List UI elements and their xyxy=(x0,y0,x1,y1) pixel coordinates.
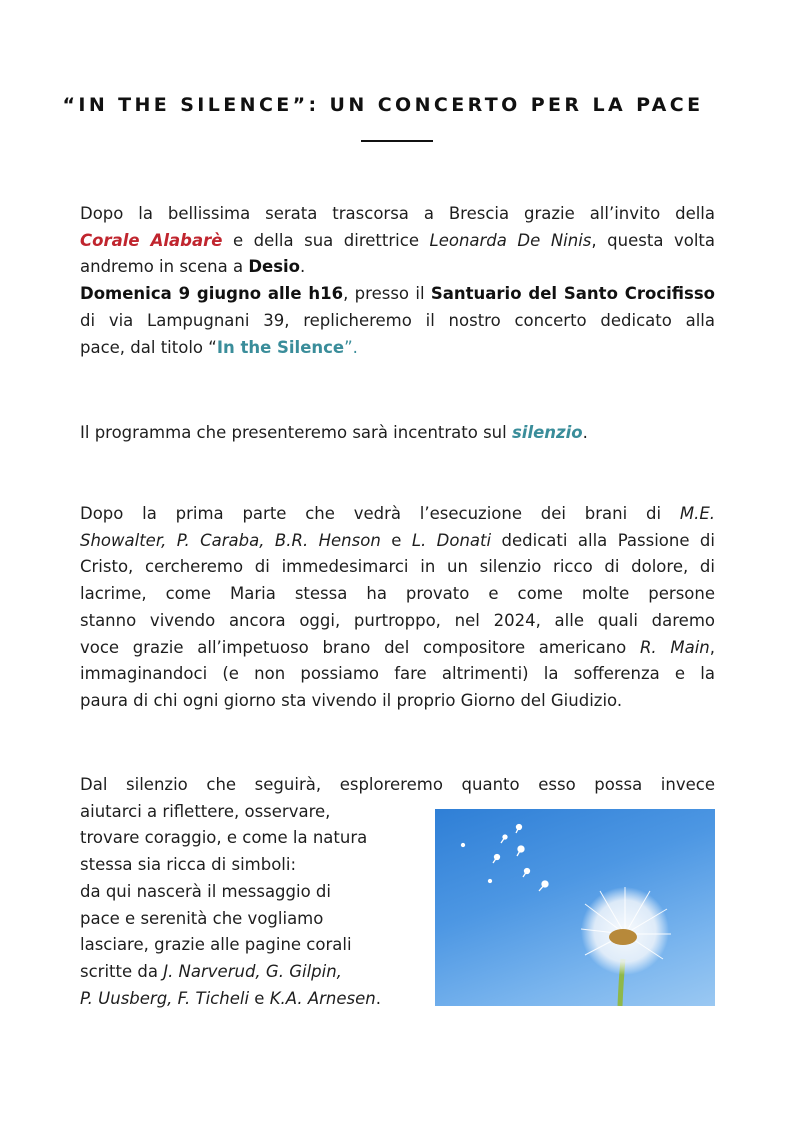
first-part-text: , xyxy=(709,637,715,657)
event-date: Domenica 9 giugno alle h16 xyxy=(80,284,344,304)
intro-text: ”. xyxy=(344,337,358,357)
concert-title: In the Silence xyxy=(216,337,345,357)
intro-text: . xyxy=(300,257,306,277)
second-part-line-7: lasciare, grazie alle pagine corali xyxy=(80,935,352,955)
intro-paragraph xyxy=(80,201,715,361)
venue-name: Santuario del Santo Crocifisso xyxy=(430,284,715,304)
intro-text: , presso il xyxy=(343,284,431,304)
first-part-text: e xyxy=(380,530,412,550)
title-underline xyxy=(361,140,433,142)
second-part-line-6: pace e serenità che vogliamo xyxy=(80,908,324,928)
first-part-line-7: immaginandoci (e non possiamo fare altrimenti) la sofferenza e la xyxy=(80,664,715,684)
intro-line-5: di via Lampugnani 39, replicheremo il nostro concerto dedicato alla xyxy=(80,310,715,330)
first-part-line-8: paura di chi ogni giorno sta vivendo il proprio Giorno del Giudizio. xyxy=(80,690,623,710)
intro-line-6 xyxy=(80,335,715,362)
intro-line-1: Dopo la bellissima serata trascorsa a Brescia grazie all’invito della xyxy=(80,204,715,223)
first-part-text: dedicati alla Passione di xyxy=(491,530,715,550)
first-part-paragraph xyxy=(80,501,715,715)
program-line xyxy=(80,420,715,447)
second-part-text: . xyxy=(375,988,381,1008)
corale-name: Corale Alabarè xyxy=(80,230,223,250)
second-part-line-5: da qui nascerà il messaggio di xyxy=(80,881,331,901)
composer-names: P. Uusberg, F. Ticheli xyxy=(80,988,250,1008)
first-part-line-4: lacrime, come Maria stessa ha provato e come molte persone xyxy=(80,584,715,604)
first-part-line-2 xyxy=(80,528,715,555)
intro-text: e della sua direttrice xyxy=(222,230,430,250)
program-text: . xyxy=(582,423,588,442)
second-part-text: e xyxy=(249,988,270,1008)
first-part-line-1 xyxy=(80,501,715,528)
program-text: Il programma che presenteremo sarà incentrato sul xyxy=(80,423,512,442)
composer-name: L. Donati xyxy=(411,530,492,550)
second-part-line-9 xyxy=(80,986,420,1013)
intro-text: pace, dal titolo “ xyxy=(80,337,217,357)
page-title: “IN THE SILENCE”: UN CONCERTO PER LA PACE xyxy=(62,94,704,116)
first-part-line-5: stanno vivendo ancora oggi, purtroppo, nel 2024, alle quali daremo xyxy=(80,610,715,630)
intro-line-4 xyxy=(80,281,715,308)
seed-center xyxy=(609,929,637,945)
dandelion-illustration xyxy=(435,809,715,1006)
intro-text: , questa volta xyxy=(591,230,715,250)
intro-line-2 xyxy=(80,228,715,255)
director-name: Leonarda De Ninis xyxy=(429,230,592,250)
composer-name: K.A. Arnesen xyxy=(269,988,376,1008)
first-part-text: voce grazie all’impetuoso brano del compositore americano xyxy=(80,637,640,657)
second-part-line-8 xyxy=(80,959,420,986)
second-part-line-2: aiutarci a riflettere, osservare, xyxy=(80,801,331,821)
composer-names: J. Narverud, G. Gilpin, xyxy=(163,961,342,981)
first-part-line-6 xyxy=(80,635,715,662)
composer-name: M.E. xyxy=(679,504,715,523)
first-part-text: Dopo la prima parte che vedrà l’esecuzione dei brani di xyxy=(80,504,680,523)
city-name: Desio xyxy=(248,257,301,277)
dandelion-photo xyxy=(435,809,715,1006)
silenzio-keyword: silenzio xyxy=(511,423,583,442)
second-part-line-3: trovare coraggio, e come la natura xyxy=(80,828,368,848)
program-paragraph xyxy=(80,420,715,447)
second-part-line-4: stessa sia ricca di simboli: xyxy=(80,855,297,875)
second-part-text: scritte da xyxy=(80,961,164,981)
second-part-line-1: Dal silenzio che seguirà, esploreremo quanto esso possa invece xyxy=(80,775,715,794)
intro-text: andremo in scena a xyxy=(80,257,249,277)
first-part-line-3: Cristo, cercheremo di immedesimarci in un silenzio ricco di dolore, di xyxy=(80,557,715,577)
composer-names: Showalter, P. Caraba, B.R. Henson xyxy=(80,530,381,550)
intro-line-3 xyxy=(80,254,715,281)
composer-name: R. Main xyxy=(639,637,710,657)
